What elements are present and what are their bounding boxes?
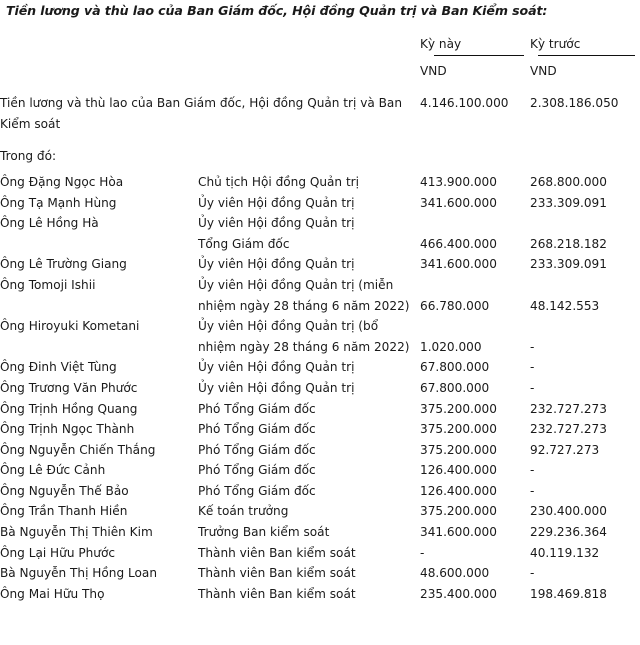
row-amount-current: 375.200.000 (420, 504, 497, 519)
row-amount-previous: 92.727.273 (530, 442, 600, 457)
row-amount-current (420, 275, 530, 296)
row-amount-previous: 268.218.182 (530, 236, 607, 251)
table-row (0, 501, 640, 522)
row-amount-current: 48.600.000 (420, 566, 490, 581)
row-person-role-line2: Tổng Giám đốc (198, 236, 290, 251)
row-name-continuation-spacer (0, 234, 198, 255)
table-row (0, 419, 640, 440)
row-amount-current: 375.200.000 (420, 442, 497, 457)
row-person-role: Ủy viên Hội đồng Quản trị (198, 380, 355, 395)
row-amount-previous: 48.142.553 (530, 298, 600, 313)
row-person-name: Ông Lê Đức Cảnh (0, 463, 106, 478)
column-header-previous-period: Kỳ trước (530, 37, 581, 51)
row-person-name: Bà Nguyễn Thị Hồng Loan (0, 566, 157, 581)
table-unit-row (0, 61, 640, 82)
table-row (0, 193, 640, 214)
row-person-name: Ông Trịnh Ngọc Thành (0, 422, 135, 437)
table-row (0, 460, 640, 481)
row-person-role: Phó Tổng Giám đốc (198, 401, 316, 416)
table-row (0, 316, 640, 337)
row-amount-current: - (420, 545, 425, 560)
row-amount-current: 341.600.000 (420, 257, 497, 272)
row-person-role-line2: nhiệm ngày 28 tháng 6 năm 2022) (198, 339, 410, 354)
breakdown-label-spacer-current (420, 146, 530, 167)
row-name-continuation-spacer (0, 337, 198, 358)
table-header-row (0, 34, 640, 55)
row-amount-previous: 40.119.132 (530, 545, 600, 560)
table-row (0, 584, 640, 605)
row-amount-previous: 233.309.091 (530, 195, 607, 210)
table-row (0, 440, 640, 461)
row-amount-previous: 232.727.273 (530, 422, 607, 437)
spacer-after-header (0, 81, 640, 93)
table-row (0, 254, 640, 275)
row-person-role-line2: nhiệm ngày 28 tháng 6 năm 2022) (198, 298, 410, 313)
row-amount-current (420, 213, 530, 234)
table-row-continuation (0, 337, 640, 358)
row-amount-current: 1.020.000 (420, 339, 482, 354)
row-person-name: Ông Hiroyuki Kometani (0, 319, 140, 334)
row-person-name: Ông Nguyễn Thế Bảo (0, 483, 129, 498)
table-row (0, 275, 640, 296)
row-person-role: Ủy viên Hội đồng Quản trị (198, 257, 355, 272)
table-row-continuation (0, 234, 640, 255)
column-header-current-period: Kỳ này (420, 37, 462, 51)
row-amount-current: 67.800.000 (420, 380, 490, 395)
row-person-role: Ủy viên Hội đồng Quản trị (198, 216, 355, 231)
row-amount-current: 126.400.000 (420, 463, 497, 478)
row-amount-previous: - (530, 463, 535, 478)
row-person-name: Ông Đinh Việt Tùng (0, 360, 117, 375)
row-amount-current: 66.780.000 (420, 298, 490, 313)
row-person-role: Thành viên Ban kiểm soát (198, 566, 356, 581)
row-person-name: Ông Tạ Mạnh Hùng (0, 195, 117, 210)
row-person-name: Ông Lại Hữu Phước (0, 545, 115, 560)
row-amount-previous: 229.236.364 (530, 525, 607, 540)
row-amount-current: 375.200.000 (420, 401, 497, 416)
row-person-role: Thành viên Ban kiểm soát (198, 586, 356, 601)
spacer-cell (0, 81, 640, 93)
row-name-continuation-spacer (0, 296, 198, 317)
row-person-name: Ông Nguyễn Chiến Thắng (0, 442, 156, 457)
row-person-role: Ủy viên Hội đồng Quản trị (bổ (198, 319, 379, 334)
table-row (0, 563, 640, 584)
remuneration-table (0, 34, 640, 604)
table-row (0, 543, 640, 564)
row-person-name: Ông Trần Thanh Hiền (0, 504, 128, 519)
row-amount-current (420, 316, 530, 337)
table-row-total (0, 93, 640, 134)
row-amount-current: 67.800.000 (420, 360, 490, 375)
row-person-role: Trưởng Ban kiểm soát (198, 525, 330, 540)
row-person-name: Ông Lê Hồng Hà (0, 216, 99, 231)
row-person-name: Ông Lê Trường Giang (0, 257, 127, 272)
total-row-current: 4.146.100.000 (420, 96, 509, 111)
row-amount-previous: - (530, 339, 535, 354)
header-spacer-role (198, 34, 420, 55)
page-title: Tiền lương và thù lao của Ban Giám đốc, Hội đồng Quản trị và Ban Kiểm soát: (6, 3, 548, 18)
table-row (0, 481, 640, 502)
row-person-role: Phó Tổng Giám đốc (198, 483, 316, 498)
row-amount-previous: 233.309.091 (530, 257, 607, 272)
row-amount-previous (530, 213, 640, 234)
row-person-role: Thành viên Ban kiểm soát (198, 545, 356, 560)
table-row (0, 172, 640, 193)
table-row-continuation (0, 296, 640, 317)
table-row (0, 399, 640, 420)
spacer-after-total (0, 134, 640, 146)
row-person-role: Ủy viên Hội đồng Quản trị (198, 195, 355, 210)
table-row (0, 378, 640, 399)
row-person-role: Chủ tịch Hội đồng Quản trị (198, 174, 360, 189)
row-amount-previous: 198.469.818 (530, 586, 607, 601)
row-amount-current: 375.200.000 (420, 422, 497, 437)
row-person-role: Phó Tổng Giám đốc (198, 422, 316, 437)
breakdown-label-spacer-previous (530, 146, 640, 167)
table-body (0, 34, 640, 604)
header-spacer-name (0, 34, 198, 55)
row-amount-current: 235.400.000 (420, 586, 497, 601)
table-row-breakdown-label (0, 146, 640, 167)
row-amount-current: 466.400.000 (420, 236, 497, 251)
row-person-role: Phó Tổng Giám đốc (198, 442, 316, 457)
unit-spacer-name (0, 61, 198, 82)
row-person-name: Ông Mai Hữu Thọ (0, 586, 105, 601)
column-unit-current: VND (420, 63, 447, 78)
row-amount-previous (530, 316, 640, 337)
table-row (0, 357, 640, 378)
table-row (0, 213, 640, 234)
header-rule-current (434, 55, 524, 56)
row-person-name: Ông Trương Văn Phước (0, 380, 138, 395)
unit-spacer-role (198, 61, 420, 82)
row-person-name: Ông Đặng Ngọc Hòa (0, 174, 124, 189)
row-amount-previous: - (530, 566, 535, 581)
total-row-label: Tiền lương và thù lao của Ban Giám đốc, Hội đồng Quản trị và Ban Kiểm soát (0, 96, 403, 131)
row-person-role: Phó Tổng Giám đốc (198, 463, 316, 478)
row-person-role: Kế toán trưởng (198, 504, 289, 519)
row-person-name: Ông Tomoji Ishii (0, 277, 96, 292)
row-amount-current: 341.600.000 (420, 195, 497, 210)
row-person-role: Ủy viên Hội đồng Quản trị (198, 360, 355, 375)
row-person-name: Ông Trịnh Hồng Quang (0, 401, 138, 416)
total-row-previous: 2.308.186.050 (530, 96, 619, 111)
row-amount-previous: 230.400.000 (530, 504, 607, 519)
row-person-name: Bà Nguyễn Thị Thiên Kim (0, 525, 153, 540)
row-amount-previous: - (530, 380, 535, 395)
row-amount-previous: - (530, 360, 535, 375)
row-amount-previous (530, 275, 640, 296)
row-person-role: Ủy viên Hội đồng Quản trị (miễn (198, 277, 394, 292)
row-amount-current: 413.900.000 (420, 174, 497, 189)
row-amount-previous: - (530, 483, 535, 498)
row-amount-current: 341.600.000 (420, 525, 497, 540)
column-unit-previous: VND (530, 63, 557, 78)
row-amount-current: 126.400.000 (420, 483, 497, 498)
breakdown-label: Trong đó: (0, 149, 57, 164)
row-amount-previous: 268.800.000 (530, 174, 607, 189)
spacer-cell (0, 134, 640, 146)
row-amount-previous: 232.727.273 (530, 401, 607, 416)
table-row (0, 522, 640, 543)
header-rule-previous (538, 55, 635, 56)
